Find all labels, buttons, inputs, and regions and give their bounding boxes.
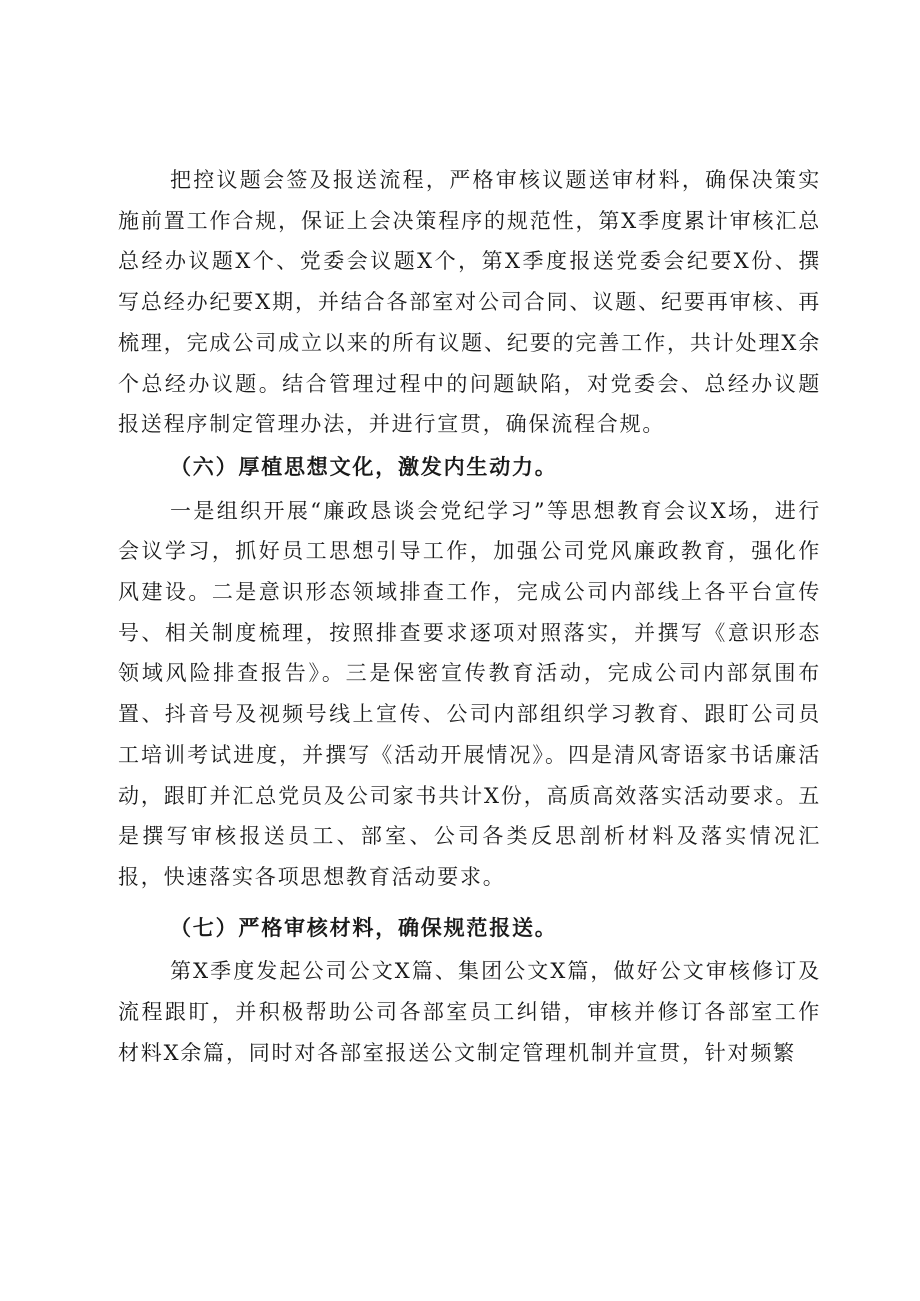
paragraph-material-review: 第X季度发起公司公文X篇、集团公文X篇，做好公文审核修订及流程跟盯，并积极帮助公司各部室员工纠错，审核并修订各部室工作材料X余篇，同时对各部室报送公文制定管理机制并宣贯，针对频繁 xyxy=(118,959,821,1065)
section-heading-7: （七）严格审核材料，确保规范报送。 xyxy=(170,915,558,940)
paragraph-ideological-culture: 一是组织开展“廉政恳谈会党纪学习”等思想教育会议X场，进行会议学习，抓好员工思想引导工作，加强公司党风廉政教育，强化作风建设。二是意识形态领域排查工作，完成公司内部线上各平台宣传号、相关制度梳理，按照排查要求逐项对照落实，并撰写《意识形态领域风险排查报告》。三是保密宣传教育活动，完成公司内部氛围布置、抖音号及视频号线上宣传、公司内部组织学习教育、跟盯公司员工培训考试进度，并撰写《活动开展情况》。四是清风寄语家书话廉活动，跟盯并汇总党员及公司家书共计X份，高质高效落实活动要求。五是撰写审核报送员工、部室、公司各类反思剖析材料及落实情况汇报，快速落实各项思想教育活动要求。 xyxy=(118,498,821,889)
section-heading-6: （六）厚植思想文化，激发内生动力。 xyxy=(170,454,558,479)
document-body xyxy=(118,160,821,1073)
paragraph-topic-review: 把控议题会签及报送流程，严格审核议题送审材料，确保决策实施前置工作合规，保证上会决策程序的规范性，第X季度累计审核汇总总经办议题X个、党委会议题X个，第X季度报送党委会纪要X份、撰写总经办纪要X期，并结合各部室对公司合同、议题、纪要再审核、再梳理，完成公司成立以来的所有议题、纪要的完善工作，共计处理X余个总经办议题。结合管理过程中的问题缺陷，对党委会、总经办议题报送程序制定管理办法，并进行宣贯，确保流程合规。 xyxy=(118,168,821,437)
